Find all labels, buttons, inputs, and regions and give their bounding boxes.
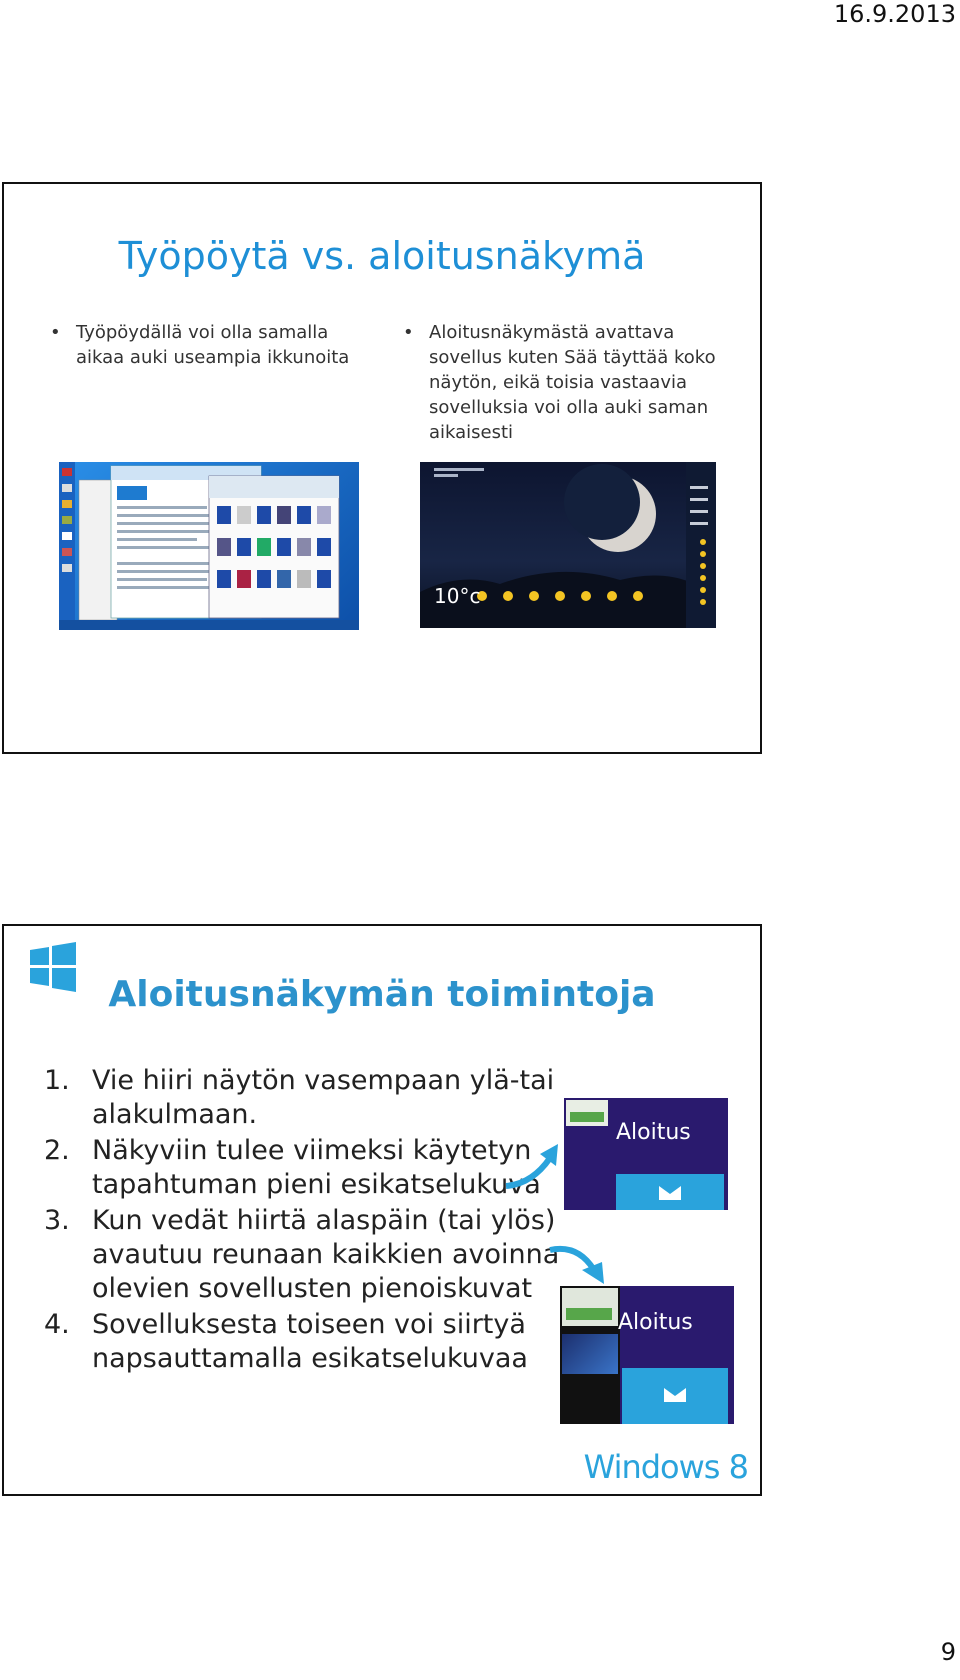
- app-switcher-strip: [560, 1286, 620, 1424]
- step-item: [44, 1204, 564, 1306]
- tile-label-aloitus: Aloitus: [618, 1310, 693, 1335]
- curved-arrow-down-icon: [548, 1240, 608, 1288]
- step-item: [44, 1134, 564, 1202]
- step-text: Sovelluksesta toiseen voi siirtyä napsauttamalla esikatselukuvaa: [92, 1309, 528, 1374]
- page-date: 16.9.2013: [833, 0, 956, 28]
- step-number: 4.: [44, 1309, 70, 1340]
- curved-arrow-up-icon: [502, 1140, 562, 1190]
- switcher-thumbnail-2: [562, 1334, 618, 1374]
- bullet-right: [403, 320, 729, 445]
- windows-8-logo: Windows 8: [583, 1448, 748, 1486]
- step-text: Näkyviin tulee viimeksi käytetyn tapahtuman pieni esikatselukuva: [92, 1135, 541, 1200]
- step-number: 2.: [44, 1135, 70, 1166]
- slide1-title: Työpöytä vs. aloitusnäkymä: [118, 234, 646, 278]
- slide-start-screen-functions: [2, 924, 762, 1496]
- mail-icon: [659, 1186, 681, 1200]
- step-text: Kun vedät hiirtä alaspäin (tai ylös) avautuu reunaan kaikkien avoinna olevien sovellusten pienoiskuvat: [92, 1205, 560, 1304]
- step-item: [44, 1064, 564, 1132]
- step-text: Vie hiiri näytön vasempaan ylä-tai alakulmaan.: [92, 1065, 555, 1130]
- tile-label-aloitus: Aloitus: [616, 1120, 691, 1145]
- bullet-left: [50, 320, 376, 370]
- start-preview-bottom: [560, 1286, 734, 1424]
- bullet-left-text: Työpöydällä voi olla samalla aikaa auki useampia ikkunoita: [76, 322, 350, 368]
- bullet-right-text: Aloitusnäkymästä avattava sovellus kuten Sää täyttää koko näytön, eikä toisia vastaavia sovelluksia voi olla auki saman aikaisesti: [429, 322, 716, 443]
- start-preview-top: [564, 1098, 728, 1210]
- switcher-thumbnail-1: [562, 1288, 618, 1326]
- mail-tile: [616, 1174, 724, 1210]
- step-item: [44, 1308, 564, 1376]
- steps-list: [44, 1064, 564, 1378]
- desktop-windows-illustration: [59, 462, 359, 630]
- bullet-marker: •: [403, 322, 414, 343]
- thumbnail-chart: [566, 1100, 608, 1126]
- step-number: 3.: [44, 1205, 70, 1236]
- weather-temperature: 10°c: [434, 584, 481, 608]
- page-number: 9: [940, 1638, 956, 1666]
- mail-tile: [622, 1368, 728, 1424]
- desktop-screenshot: [59, 462, 359, 630]
- slide2-title: Aloitusnäkymän toimintoja: [108, 974, 656, 1015]
- slide-desktop-vs-start: [2, 182, 762, 754]
- weather-app-screenshot: [420, 462, 716, 628]
- step-number: 1.: [44, 1065, 70, 1096]
- bullet-marker: •: [50, 322, 61, 343]
- mail-icon: [664, 1388, 686, 1402]
